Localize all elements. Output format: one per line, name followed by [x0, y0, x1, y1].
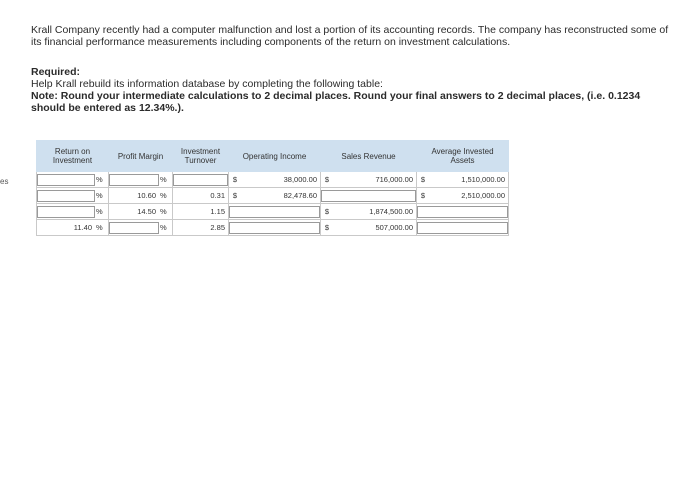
- avg-assets-input[interactable]: [417, 206, 508, 218]
- header-average-invested-assets: Average Invested Assets: [417, 141, 509, 172]
- dollar-sign: $: [232, 191, 238, 200]
- profit-margin-value: 14.50: [137, 207, 156, 216]
- intro-paragraph: Krall Company recently had a computer malfunction and lost a portion of its accounting records. The company has reconstructed some of its financial performance measurements including components of the return on investment calculations.: [31, 24, 669, 48]
- operating-income-cell: [229, 204, 321, 220]
- side-mark: es: [0, 177, 9, 186]
- percent-sign: %: [160, 191, 167, 200]
- sales-revenue-cell: [321, 188, 417, 204]
- sales-revenue-cell: [321, 204, 417, 220]
- table-row: [37, 188, 509, 204]
- turnover-value: 0.31: [210, 191, 225, 200]
- roi-cell: [37, 172, 109, 188]
- profit-margin-cell: [109, 204, 173, 220]
- turnover-input[interactable]: [173, 174, 228, 186]
- sales-revenue-value: 1,874,500.00: [369, 207, 413, 216]
- profit-margin-cell: [109, 188, 173, 204]
- avg-assets-input[interactable]: [417, 222, 508, 234]
- roi-table: [36, 140, 509, 236]
- header-investment-turnover: Investment Turnover: [173, 141, 229, 172]
- roi-value: 11.40: [73, 223, 92, 232]
- dollar-sign: $: [324, 175, 330, 184]
- operating-income-cell: [229, 220, 321, 236]
- table-row: [37, 220, 509, 236]
- turnover-cell: [173, 220, 229, 236]
- percent-sign: %: [96, 191, 103, 200]
- turnover-cell: [173, 188, 229, 204]
- dollar-sign: $: [324, 223, 330, 232]
- sales-revenue-value: 507,000.00: [375, 223, 413, 232]
- header-sales-revenue: Sales Revenue: [321, 141, 417, 172]
- percent-sign: %: [160, 207, 167, 216]
- turnover-cell: [173, 172, 229, 188]
- profit-margin-cell: [109, 220, 173, 236]
- percent-sign: %: [96, 175, 103, 184]
- sales-revenue-value: 716,000.00: [375, 175, 413, 184]
- operating-income-value: 38,000.00: [283, 175, 317, 184]
- operating-income-input[interactable]: [229, 206, 320, 218]
- header-profit-margin: Profit Margin: [109, 141, 173, 172]
- header-operating-income: Operating Income: [229, 141, 321, 172]
- percent-sign: %: [96, 223, 103, 232]
- avg-assets-cell: [417, 220, 509, 236]
- turnover-cell: [173, 204, 229, 220]
- avg-assets-cell: [417, 204, 509, 220]
- sales-revenue-cell: [321, 172, 417, 188]
- profit-margin-input[interactable]: [109, 174, 159, 186]
- dollar-sign: $: [232, 175, 238, 184]
- table-row: [37, 172, 509, 188]
- dollar-sign: $: [324, 207, 330, 216]
- roi-cell: [37, 204, 109, 220]
- profit-margin-input[interactable]: [109, 222, 159, 234]
- operating-income-cell: [229, 188, 321, 204]
- rounding-note: Note: Round your intermediate calculations to 2 decimal places. Round your final answers to 2 decimal places, (i.e. 0.1234 should be entered as 12.34%.).: [31, 90, 641, 114]
- header-roi: Return on Investment: [37, 141, 109, 172]
- avg-assets-cell: [417, 188, 509, 204]
- operating-income-cell: [229, 172, 321, 188]
- avg-assets-cell: [417, 172, 509, 188]
- roi-input[interactable]: [37, 190, 95, 202]
- turnover-value: 1.15: [210, 207, 225, 216]
- required-title: Required:: [31, 66, 81, 78]
- sales-revenue-input[interactable]: [321, 190, 416, 202]
- roi-input[interactable]: [37, 174, 95, 186]
- turnover-value: 2.85: [210, 223, 225, 232]
- operating-income-value: 82,478.60: [283, 191, 317, 200]
- profit-margin-value: 10.60: [137, 191, 156, 200]
- header-row: [37, 141, 509, 172]
- required-text: Help Krall rebuild its information database by completing the following table:: [31, 78, 383, 90]
- sales-revenue-cell: [321, 220, 417, 236]
- avg-assets-value: 2,510,000.00: [461, 191, 505, 200]
- dollar-sign: $: [420, 191, 426, 200]
- roi-cell: [37, 220, 109, 236]
- table-row: [37, 204, 509, 220]
- roi-cell: [37, 188, 109, 204]
- percent-sign: %: [160, 223, 167, 232]
- roi-input[interactable]: [37, 206, 95, 218]
- avg-assets-value: 1,510,000.00: [461, 175, 505, 184]
- operating-income-input[interactable]: [229, 222, 320, 234]
- profit-margin-cell: [109, 172, 173, 188]
- percent-sign: %: [96, 207, 103, 216]
- percent-sign: %: [160, 175, 167, 184]
- dollar-sign: $: [420, 175, 426, 184]
